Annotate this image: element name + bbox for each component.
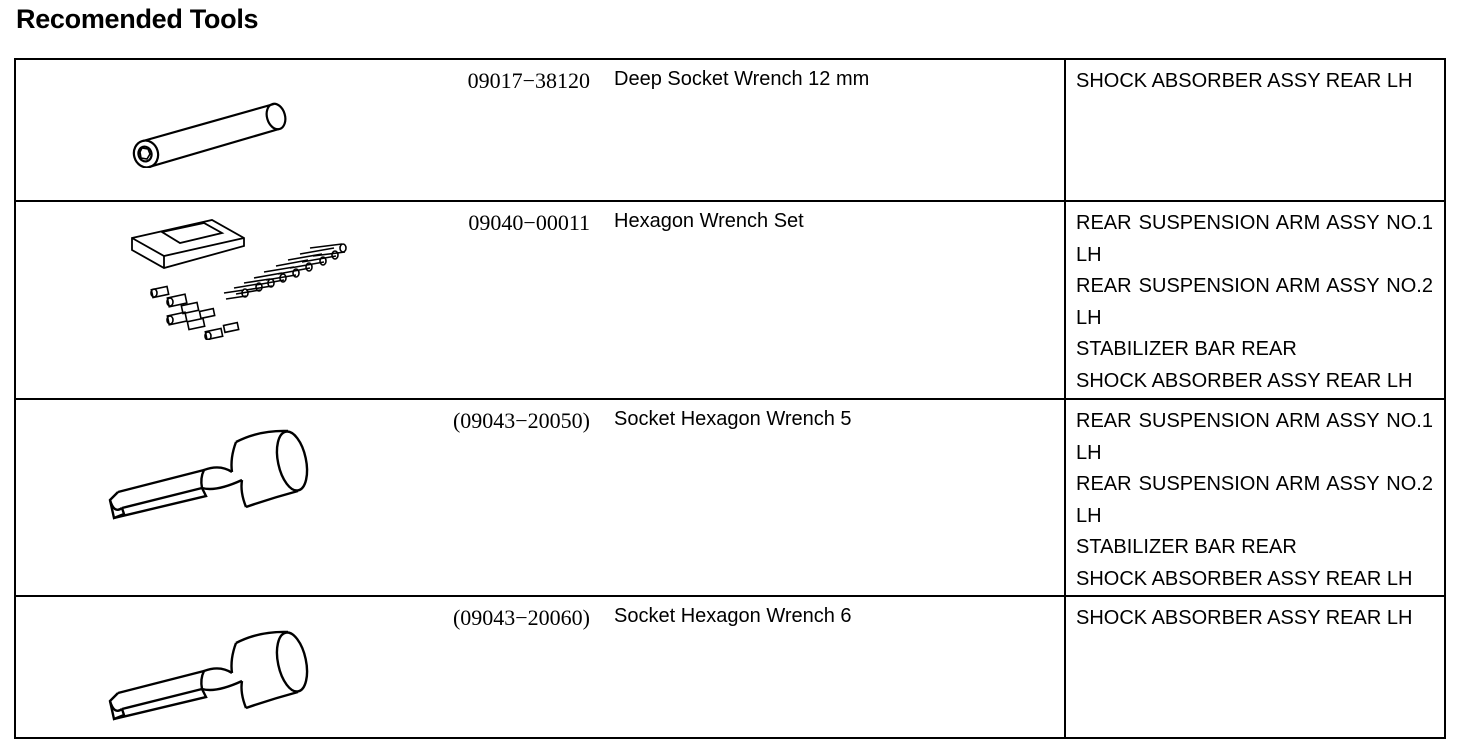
- tool-name: Deep Socket Wrench 12 mm: [614, 68, 870, 90]
- tool-applies-to: [1076, 66, 1433, 98]
- tool-applies-to: [1076, 603, 1433, 635]
- applies-to-item: SHOCK ABSORBER ASSY REAR LH: [1076, 369, 1413, 392]
- tool-part-number: 09017−38120: [467, 68, 590, 93]
- table-row: [16, 597, 1444, 739]
- deep-socket-wrench-icon: [116, 88, 296, 168]
- tool-name: Socket Hexagon Wrench 5: [614, 408, 852, 430]
- column-divider: [1064, 597, 1066, 739]
- applies-to-item: REAR SUSPENSION ARM ASSY NO.1 LH: [1076, 410, 1433, 464]
- table-row: [16, 202, 1444, 400]
- applies-to-item: STABILIZER BAR REAR: [1076, 338, 1297, 360]
- tool-part-number: (09043−20050): [452, 408, 590, 433]
- tool-name: Socket Hexagon Wrench 6: [614, 605, 852, 627]
- applies-to-item: REAR SUSPENSION ARM ASSY NO.2 LH: [1076, 473, 1433, 527]
- applies-to-item: SHOCK ABSORBER ASSY REAR LH: [1076, 567, 1413, 590]
- applies-to-item: REAR SUSPENSION ARM ASSY NO.2 LH: [1076, 275, 1433, 329]
- applies-to-item: REAR SUSPENSION ARM ASSY NO.1 LH: [1076, 212, 1433, 266]
- socket-hexagon-wrench-icon: [104, 621, 324, 726]
- tool-part-number: 09040−00011: [468, 210, 590, 235]
- hexagon-wrench-set-icon: [130, 218, 370, 340]
- column-divider: [1064, 202, 1066, 398]
- column-divider: [1064, 400, 1066, 595]
- tool-applies-to: [1076, 208, 1433, 397]
- applies-to-item: SHOCK ABSORBER ASSY REAR LH: [1076, 607, 1413, 629]
- tool-part-number: (09043−20060): [452, 605, 590, 630]
- applies-to-item: SHOCK ABSORBER ASSY REAR LH: [1076, 70, 1413, 92]
- recommended-tools-table: [14, 58, 1446, 739]
- table-row: [16, 60, 1444, 202]
- tool-name: Hexagon Wrench Set: [614, 210, 804, 232]
- table-row: [16, 400, 1444, 597]
- socket-hexagon-wrench-icon: [104, 420, 324, 525]
- page-title: Recomended Tools: [16, 4, 259, 34]
- tool-applies-to: [1076, 406, 1433, 595]
- column-divider: [1064, 60, 1066, 200]
- applies-to-item: STABILIZER BAR REAR: [1076, 536, 1297, 558]
